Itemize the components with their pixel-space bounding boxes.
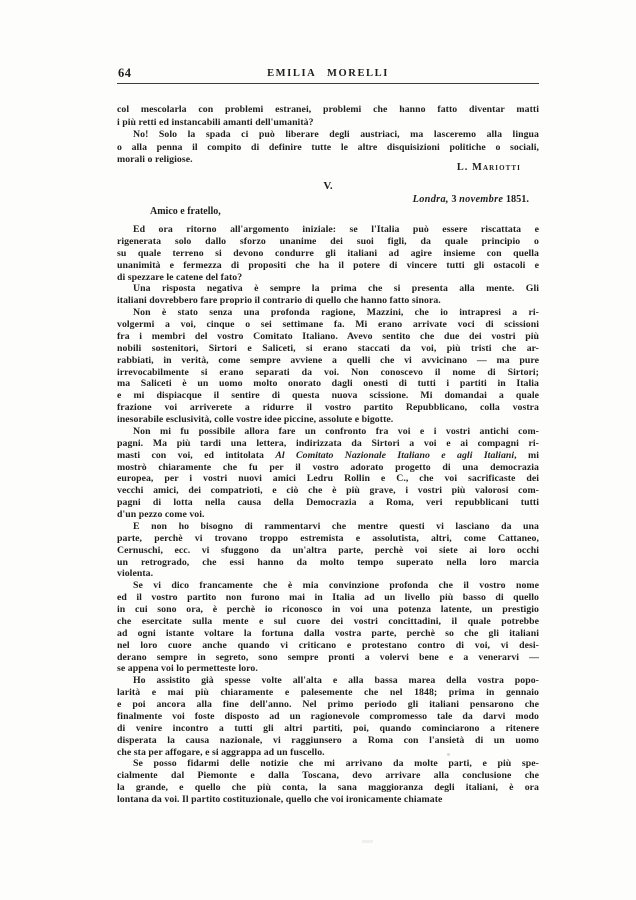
- scan-speck: [447, 753, 450, 756]
- text-line: Non è stato senza una profonda ragione, Mazzini, che io intrapresi a ri-: [133, 307, 539, 319]
- text-line: pagni di lotta nella causa della Democrazia a Roma, veri repubblicani tutti: [117, 497, 539, 509]
- text-line: d'un pezzo come voi.: [117, 509, 205, 520]
- text-line: nel loro cuore anche quando vi criticano e protestano contro di voi, vi desi-: [117, 639, 539, 651]
- text-line: un retrogrado, che essi hanno da molto tempo superato nella loro marcia: [117, 556, 539, 568]
- text-line: disperata la causa nazionale, vi raggiunsero a Roma con l'ansietà di un uomo: [117, 734, 539, 746]
- page-number: 64: [118, 66, 132, 80]
- text-line: e mi dispiacque il sentire di questa nuova scissione. Mi domandai a quale: [117, 390, 539, 402]
- running-title: EMILIA MORELLI: [267, 68, 389, 79]
- text-line: larità e mai più chiaramente e palesemente che nel 1848; prima in gennaio: [117, 687, 539, 699]
- text-line: irrevocabilmente si erano separati da voi. Non conoscevo il nome di Sirtori;: [117, 366, 539, 378]
- text-line: rigenerata solo dallo sforzo unanime dei suoi figli, da quale principio o: [117, 235, 539, 247]
- text-line: E non ho bisogno di rammentarvi che mentre questi vi lasciano da una: [133, 520, 539, 532]
- text-line: col mescolarla con problemi estranei, problemi che hanno fatto diventar matti: [117, 104, 539, 115]
- text-line: rabbiati, in verità, come sempre avviene a quelli che vi avvicinano — ma pure: [117, 354, 539, 366]
- text-line: masti con voi, ed intitolata Al Comitato Nazionale Italiano e agli Italiani, mi: [117, 449, 539, 461]
- dateline: Londra, 3 novembre 1851.: [412, 194, 529, 205]
- scan-speck: [362, 840, 373, 843]
- text-line: Non mi fu possibile allora fare un confronto fra voi e i vostri antichi com-: [133, 425, 539, 437]
- text-line: ad ogni istante voltare la fortuna dalla vostra parte, perchè so che gli italiani: [117, 627, 539, 639]
- text-line: mostrò chiaramente che fu per il vostro adorato progetto di una democrazia: [117, 461, 539, 473]
- text-line: europea, per i vostri nuovi amici Ledru Rollin e C., che voi sacrificaste dei: [117, 473, 539, 485]
- text-line: frazione voi arriverete a ridurre il vostro partito Repubblicano, colla vostra: [117, 402, 539, 414]
- text-line: derano sempre in segreto, sono sempre pronti a volervi bene e a venerarvi —: [117, 651, 539, 663]
- header-rule: [117, 83, 539, 84]
- text-line: la grande, e quello che più conta, la sana maggioranza degli italiani, è ora: [117, 782, 539, 794]
- text-line: ma Saliceti è un uomo molto onorato dagli onesti di tutti i partiti in Italia: [117, 378, 539, 390]
- text-line: unanimità e fermezza di propositi che ha il potere di vincere tutti gli ostacoli e: [117, 259, 539, 271]
- text-line: se appena voi lo permetteste loro.: [117, 663, 258, 675]
- section-heading: V.: [323, 180, 333, 192]
- text-line: ed il vostro partito non furono mai in Italia ad un livello più basso di quello: [117, 592, 539, 604]
- text-line: Ho assistito già spesse volte all'alta e alla bassa marea della vostra popo-: [133, 675, 539, 687]
- text-line: fra i membri del vostro Comitato Italiano. Avevo sentito che due dei vostri più: [117, 330, 539, 342]
- signature: L. Mariotti: [456, 162, 521, 173]
- text-line: No! Solo la spada ci può liberare degli austriaci, ma lasceremo alla lingua: [133, 129, 539, 141]
- text-line: di venire incontro a tutti gli altri partiti, poi, quando cominciarono a ritenere: [117, 722, 539, 734]
- text-line: cialmente dal Piemonte e dalla Toscana, devo arrivare alla conclusione che: [117, 770, 539, 782]
- text-line: Se posso fidarmi delle notizie che mi arrivano da molte parti, e più spe-: [133, 758, 539, 770]
- text-line: parte, perchè vi trovano troppo estremista e assolutista, altri, come Cattaneo,: [117, 532, 539, 544]
- text-line: e poi ancora alla fine dell'anno. Nel primo periodo gli italiani pensarono che: [117, 699, 539, 710]
- intro-paragraphs: [117, 104, 539, 167]
- salutation: Amico e fratello,: [150, 206, 221, 217]
- text-line: italiani dovrebbero fare proprio il contrario di quello che hanno fatto sinora.: [117, 295, 441, 307]
- text-line: vecchi amici, dei compatrioti, e ciò che è più grave, i vostri più valorosi com-: [117, 485, 539, 497]
- text-line: morali o religiose.: [117, 154, 193, 166]
- text-line: nobili sostenitori, Sirtori e Saliceti, si erano staccati da voi, più tristi che ar-: [117, 342, 539, 354]
- text-line: Ed ora ritorno all'argomento iniziale: se l'Italia può essere riscattata e: [133, 224, 539, 235]
- text-line: di spezzare le catene del fato?: [117, 271, 243, 283]
- text-line: Una risposta negativa è sempre la prima che si presenta alla mente. Gli: [133, 283, 539, 295]
- text-line: Cernuschi, ecc. vi sfuggono da un'altra parte, perchè voi siete ai loro occhi: [117, 544, 539, 556]
- text-line: violenta.: [117, 568, 154, 580]
- text-line: inesorabile esclusività, colle vostre idee piccine, assolute e bigotte.: [117, 414, 394, 425]
- text-line: lontana da voi. Il partito costituzionale, quello che voi ironicamente chiamate: [117, 794, 443, 805]
- text-line: in cui sono ora, è perchè io riconosco in voi una potenza latente, un prestigio: [117, 604, 539, 615]
- text-line: volgermi a voi, cinque o sei settimane fa. Mi erano arrivate voci di scissioni: [117, 319, 539, 330]
- page-header: [117, 66, 539, 82]
- text-line: i più retti ed instancabili amanti dell'umanità?: [117, 116, 314, 128]
- text-line: pagni. Ma più tardi una lettera, indirizzata da Sirtori a voi e ai compagni ri-: [117, 437, 539, 449]
- text-line: che esercitate sulla mente e sul cuore dei vostri concittadini, il quale potrebbe: [117, 615, 539, 627]
- text-line: Se vi dico francamente che è mia convinzione profonda che il vostro nome: [133, 580, 539, 592]
- text-line: su quale terreno si devono condurre gli italiani ad agire insieme con quella: [117, 247, 539, 259]
- text-line: finalmente voi foste disposto ad un ragionevole compromesso tale da darvi modo: [117, 710, 539, 722]
- text-line: che sta per affogare, e si aggrappa ad un fuscello.: [117, 746, 325, 758]
- text-line: o alla penna il compito di definire tutte le altre disquisizioni politiche o sociali,: [117, 141, 539, 153]
- letter-body: [117, 224, 539, 806]
